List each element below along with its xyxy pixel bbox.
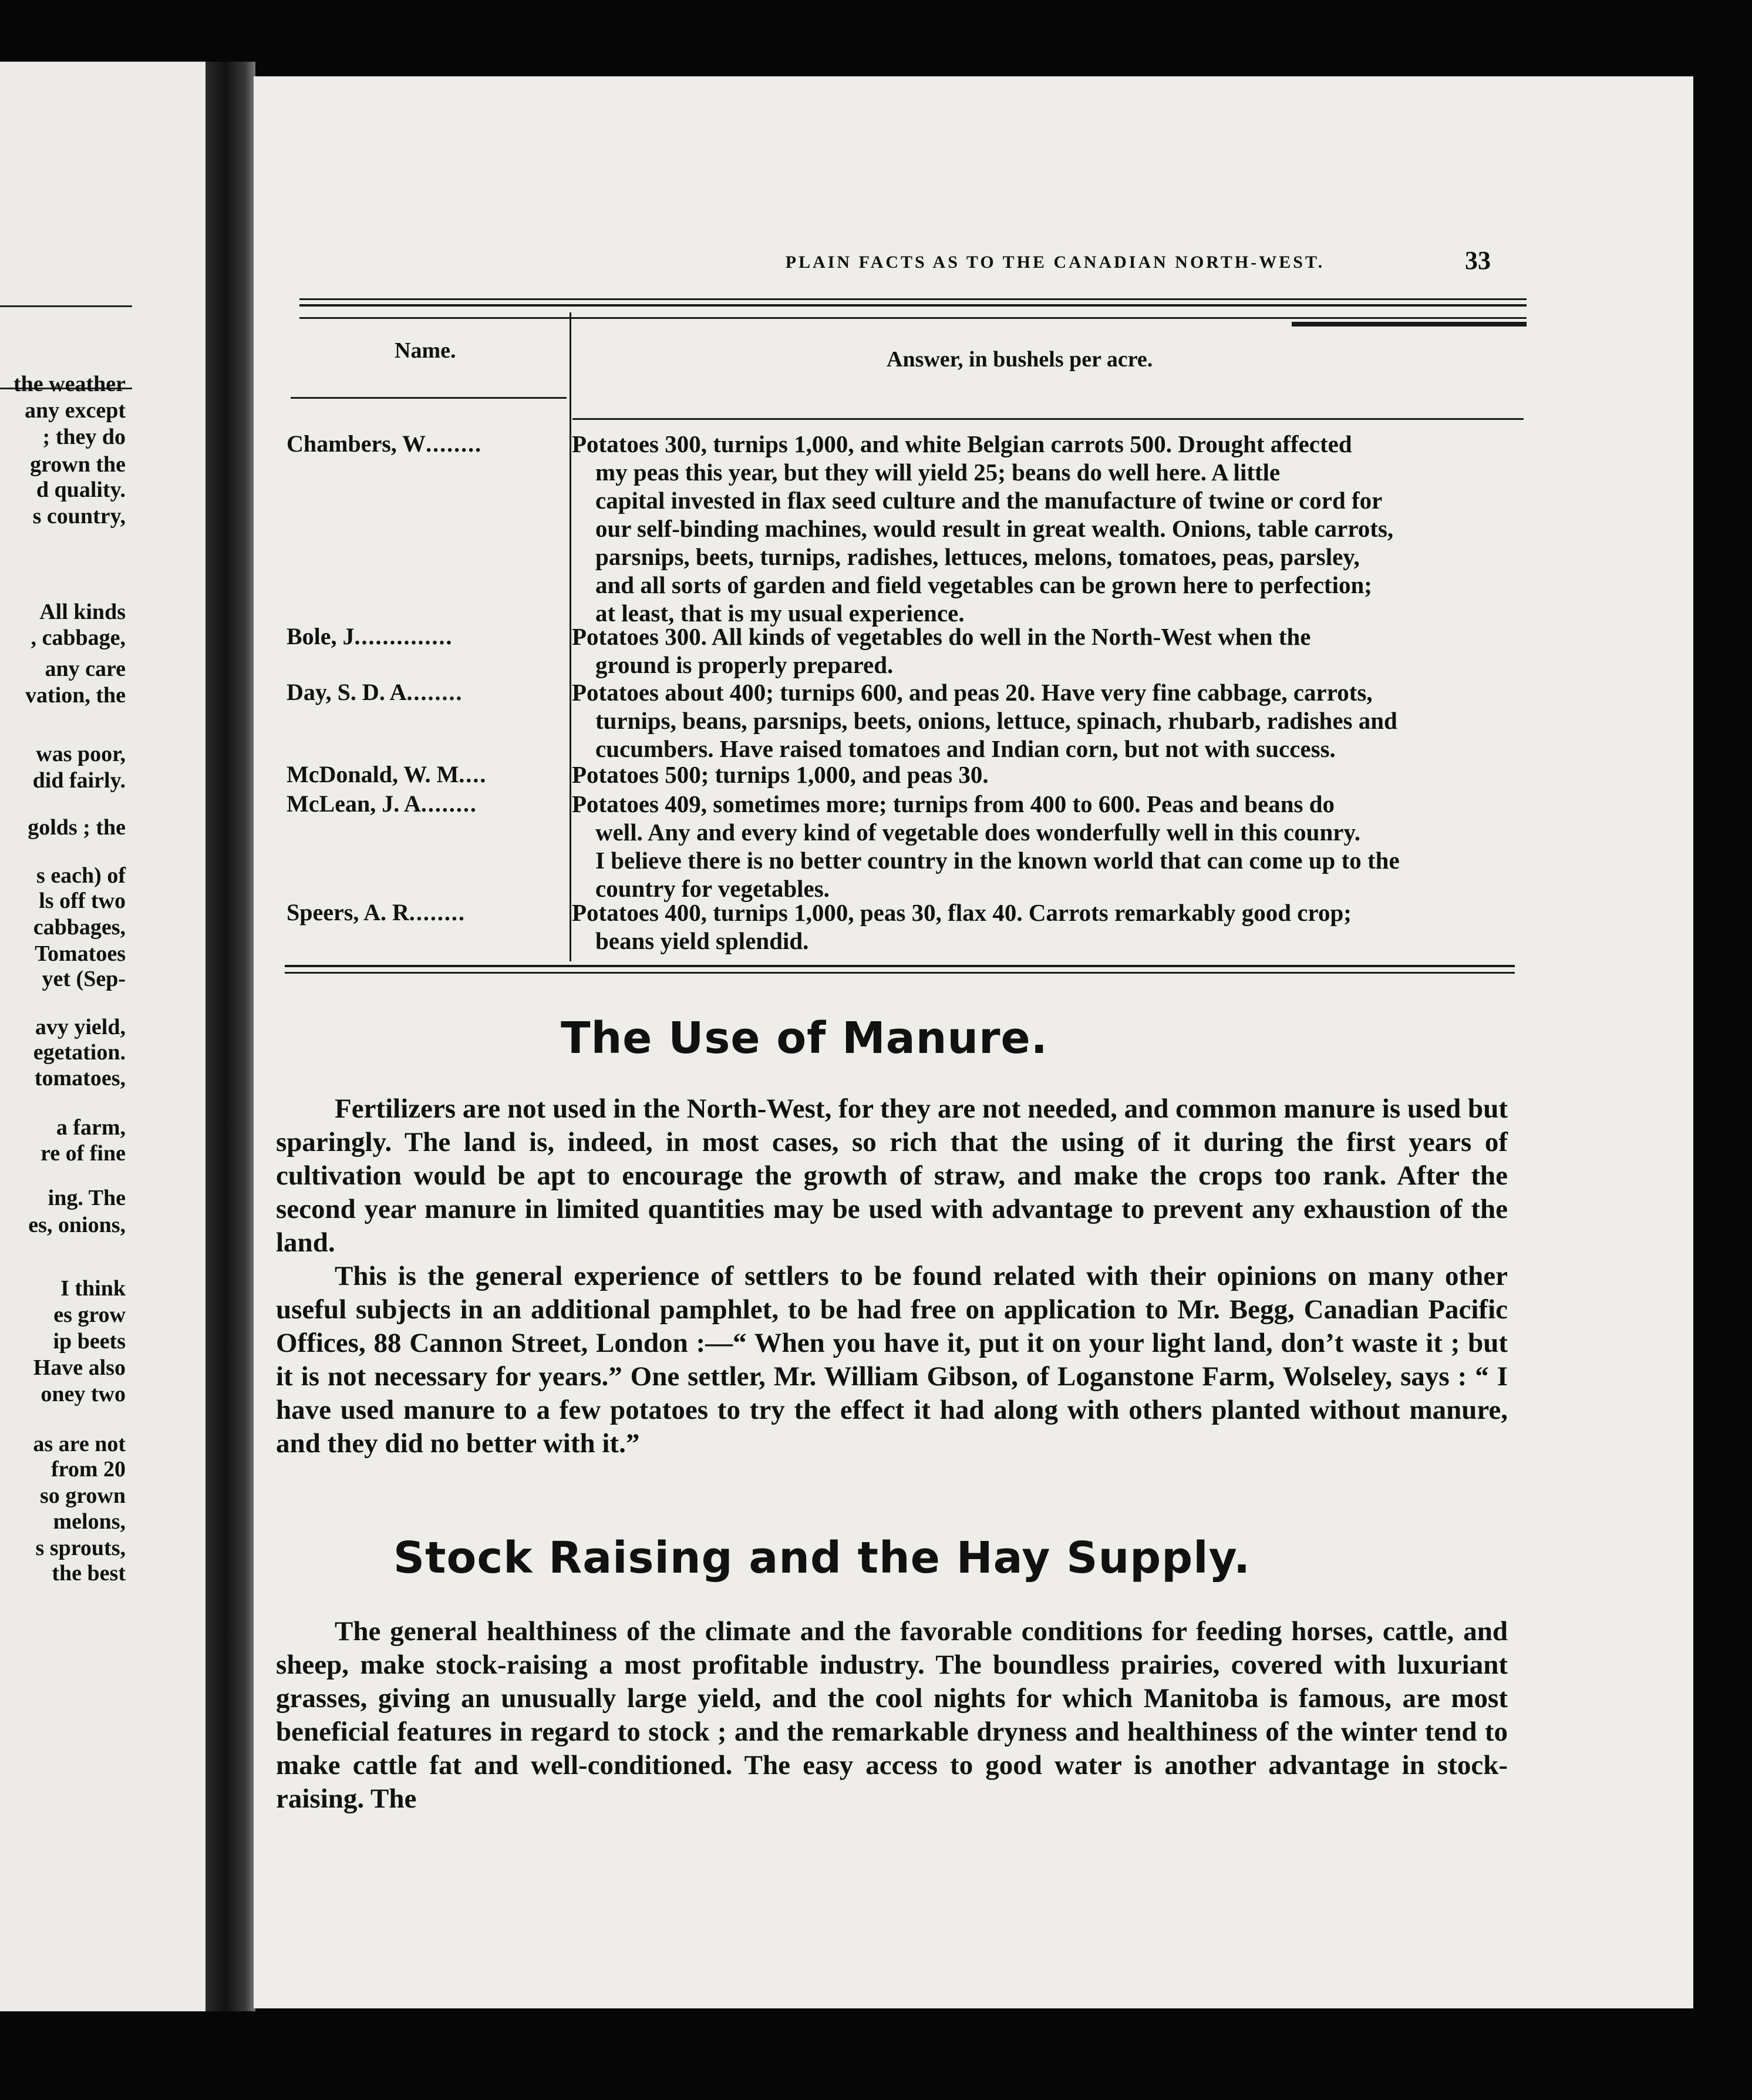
answer-line: ground is properly prepared. [595,651,894,678]
left-page-line: vation, the [25,683,126,708]
answer-line: Potatoes 400, turnips 1,000, peas 30, flax 40. Carrots remarkably good crop; [572,899,1352,926]
section-body-manure [276,1092,1508,1460]
answer-line: well. Any and every kind of vegetable does wonderfully well in this counry. [595,819,1360,846]
leader-dots: ........ [409,899,466,926]
leader-dots: ........ [426,430,483,457]
left-page-line: any care [45,657,126,681]
table-row-answer [572,760,1523,789]
left-page-rule [0,305,132,307]
section-title-stock: Stock Raising and the Hay Supply. [393,1533,1251,1583]
left-page-line: the best [52,1561,126,1586]
running-header: PLAIN FACTS AS TO THE CANADIAN NORTH-WEST. [785,253,1325,272]
left-page-line: d quality. [36,477,126,502]
section-title-manure: The Use of Manure. [561,1013,1048,1064]
row-name-text: Chambers, W [287,430,426,457]
left-page-line: ing. The [48,1186,126,1210]
left-page-line: did fairly. [32,768,126,793]
answer-line: beans yield splendid. [595,927,809,954]
left-page-line: s country, [32,504,126,529]
answer-line: turnips, beans, parsnips, beets, onions, lettuce, spinach, rhubarb, radishes and [595,707,1397,734]
left-page-line: s each) of [36,863,126,888]
answer-line: at least, that is my usual experience. [595,600,965,627]
left-page-line: avy yield, [35,1015,126,1039]
answer-line: Potatoes 300, turnips 1,000, and white Belgian carrots 500. Drought affected [572,430,1352,457]
column-header-name: Name. [395,338,456,363]
left-page-line: was poor, [36,742,126,766]
table-rule [291,397,567,399]
table-row-name [287,898,571,927]
left-page-line: yet (Sep- [42,967,126,991]
header-rule [299,304,1527,307]
leader-dots: .............. [354,623,453,649]
header-rule-thick [1292,322,1527,327]
left-page-line: s sprouts, [35,1536,126,1560]
leader-dots: ........ [420,790,477,817]
table-row-name [287,678,571,706]
left-page-line: golds ; the [28,815,126,840]
left-page-line: from 20 [51,1457,126,1482]
table-row-answer [572,898,1523,955]
answer-line: I believe there is no better country in the known world that can come up to the [595,847,1400,874]
table-row-answer [572,790,1523,903]
table-rule [572,418,1524,420]
left-page-line: a farm, [56,1115,126,1140]
left-page-line: as are not [33,1432,126,1456]
stock-paragraph-1: The general healthiness of the climate and the favorable conditions for feeding horses, cattle, and sheep, make stock-raising a most profitable industry. The boundless prairies, covered with luxuriant grasses, giving an unusually large yield, and the cool nights for which Manitoba is famous, are most beneficial features in regard to stock ; and the remarkable dryness and healthiness of the winter tend to make cattle fat and well-conditioned. The easy access to good water is another advantage in stock-raising. The [276,1616,1508,1814]
header-rule [299,317,1527,319]
left-page-line: es, onions, [28,1213,126,1237]
left-page-line: the weather [14,372,126,396]
left-page-line: grown the [30,452,126,477]
answer-line: our self-binding machines, would result in great wealth. Onions, table carrots, [595,515,1394,542]
table-row-answer [572,430,1523,627]
row-name-text: Speers, A. R [287,899,409,926]
column-header-answer: Answer, in bushels per acre. [887,347,1153,372]
answer-line: Potatoes 500; turnips 1,000, and peas 30. [572,761,989,788]
left-page-line: I think [60,1276,126,1301]
left-page-line: egetation. [33,1040,126,1065]
left-page-line: ; they do [42,425,126,449]
left-page-line: so grown [39,1483,126,1508]
answer-line: country for vegetables. [595,875,830,902]
left-page-line: Have also [33,1355,126,1380]
left-page-line: es grow [53,1303,126,1327]
table-row-answer [572,622,1523,679]
section-body-stock [276,1615,1508,1816]
table-bottom-rule [285,965,1515,967]
header-rule [299,298,1527,300]
table-row-name [287,430,571,458]
left-page-line: , cabbage, [31,625,126,650]
answer-line: parsnips, beets, turnips, radishes, lettuces, melons, tomatoes, peas, parsley, [595,543,1360,570]
left-page-line: cabbages, [33,915,126,940]
answer-line: cucumbers. Have raised tomatoes and Indian corn, but not with success. [595,735,1336,762]
table-row-answer [572,678,1523,763]
left-page-line: melons, [53,1509,126,1534]
answer-line: and all sorts of garden and field vegetables can be grown here to perfection; [595,571,1372,598]
left-page-line: oney two [41,1382,126,1406]
manure-paragraph-2: This is the general experience of settlers to be found related with their opinions on many other useful subjects in an additional pamphlet, to be had free on application to Mr. Begg, Canadian Pacific Offices, 88 Cannon Street, London :—“ When you have it, put it on your light land, don’t waste it ; but it is not necessary for years.” One settler, Mr. William Gibson, of Loganstone Farm, Wolseley, says : “ I have used manure to a few potatoes to try the effect it had along with others planted without manure, and they did no better with it.” [276,1261,1508,1459]
answer-line: capital invested in flax seed culture and the manufacture of twine or cord for [595,487,1383,514]
answer-line: my peas this year, but they will yield 25; beans do well here. A little [595,459,1281,486]
left-page-line: Tomatoes [35,941,126,966]
page-number: 33 [1465,246,1491,275]
row-name-text: McLean, J. A [287,790,421,817]
left-page-line: All kinds [39,600,126,624]
leader-dots: ........ [406,679,463,705]
left-page-line: ls off two [39,889,126,913]
left-page-line: tomatoes, [34,1066,126,1091]
table-bottom-rule [285,972,1515,974]
left-page-line: ip beets [53,1329,126,1354]
table-row-name [287,760,571,789]
table-row-name [287,790,571,818]
row-name-text: McDonald, W. M [287,761,459,788]
answer-line: Potatoes 409, sometimes more; turnips from 400 to 600. Peas and beans do [572,790,1335,817]
answer-line: Potatoes about 400; turnips 600, and peas 20. Have very fine cabbage, carrots, [572,679,1373,706]
leader-dots: .... [459,761,487,788]
left-page-line: any except [24,398,126,423]
manure-paragraph-1: Fertilizers are not used in the North-West, for they are not needed, and common manure is used but sparingly. The land is, indeed, in most cases, so rich that the using of it during the first years of cultivation would be apt to encourage the growth of straw, and make the crops too rank. After the second year manure in limited quantities may be used with advantage to prevent any exhaustion of the land. [276,1093,1508,1258]
table-row-name [287,622,571,651]
row-name-text: Day, S. D. A [287,679,407,705]
left-page-line: re of fine [41,1141,126,1166]
answer-line: Potatoes 300. All kinds of vegetables do well in the North-West when the [572,623,1311,650]
row-name-text: Bole, J [287,623,355,649]
